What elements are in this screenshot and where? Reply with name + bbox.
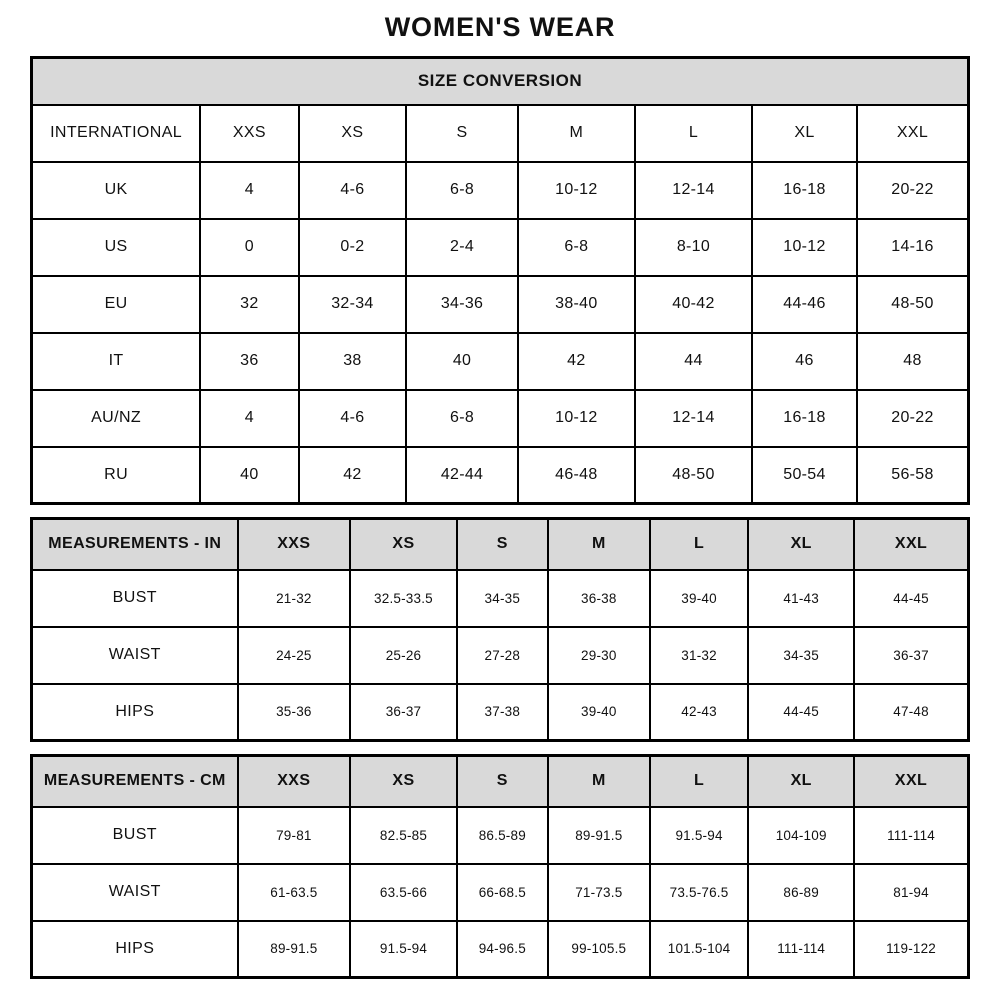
size-value-cell: 99-105.5	[548, 921, 650, 978]
size-value-cell: 71-73.5	[548, 864, 650, 921]
size-conversion-header-row	[32, 58, 969, 105]
table-row	[32, 684, 969, 741]
size-value-cell: 31-32	[650, 627, 748, 684]
size-value-cell: 42-44	[406, 447, 518, 504]
size-value-cell: 34-36	[406, 276, 518, 333]
size-value-cell: 38-40	[518, 276, 635, 333]
measurements-cm-table	[30, 754, 970, 979]
measurements-in-table	[30, 517, 970, 742]
section-title: MEASUREMENTS - IN	[32, 519, 238, 570]
table-row	[32, 864, 969, 921]
size-value-cell: 79-81	[238, 807, 350, 864]
size-column-header: XL	[748, 519, 854, 570]
size-value-cell: XXL	[857, 105, 969, 162]
size-value-cell: 12-14	[635, 162, 752, 219]
row-label: US	[32, 219, 201, 276]
size-value-cell: 111-114	[748, 921, 854, 978]
size-value-cell: 63.5-66	[350, 864, 457, 921]
row-label: BUST	[32, 570, 238, 627]
size-value-cell: 48	[857, 333, 969, 390]
size-value-cell: XL	[752, 105, 857, 162]
size-value-cell: 42-43	[650, 684, 748, 741]
page-title: WOMEN'S WEAR	[384, 12, 616, 42]
size-column-header: XXL	[854, 756, 968, 807]
size-value-cell: 81-94	[854, 864, 968, 921]
size-value-cell: S	[406, 105, 518, 162]
size-column-header: S	[457, 519, 548, 570]
size-value-cell: 119-122	[854, 921, 968, 978]
row-label: EU	[32, 276, 201, 333]
table-row	[32, 390, 969, 447]
size-value-cell: 27-28	[457, 627, 548, 684]
size-column-header: S	[457, 756, 548, 807]
size-column-header: M	[548, 756, 650, 807]
measurements-in-header-row	[32, 519, 969, 570]
table-row	[32, 162, 969, 219]
size-value-cell: 44-45	[748, 684, 854, 741]
size-value-cell: 36	[200, 333, 298, 390]
size-value-cell: 20-22	[857, 162, 969, 219]
size-value-cell: 89-91.5	[238, 921, 350, 978]
size-value-cell: 40	[406, 333, 518, 390]
row-label: AU/NZ	[32, 390, 201, 447]
size-value-cell: 6-8	[406, 390, 518, 447]
size-value-cell: L	[635, 105, 752, 162]
size-value-cell: 10-12	[752, 219, 857, 276]
size-value-cell: 24-25	[238, 627, 350, 684]
size-column-header: M	[548, 519, 650, 570]
size-value-cell: 44-45	[854, 570, 968, 627]
size-value-cell: 56-58	[857, 447, 969, 504]
size-value-cell: 4-6	[299, 162, 407, 219]
size-value-cell: 6-8	[518, 219, 635, 276]
size-value-cell: 0	[200, 219, 298, 276]
size-value-cell: 12-14	[635, 390, 752, 447]
size-value-cell: 73.5-76.5	[650, 864, 748, 921]
size-value-cell: 40-42	[635, 276, 752, 333]
size-value-cell: 89-91.5	[548, 807, 650, 864]
size-value-cell: 91.5-94	[350, 921, 457, 978]
size-conversion-table	[30, 56, 970, 505]
row-label: INTERNATIONAL	[32, 105, 201, 162]
size-value-cell: 47-48	[854, 684, 968, 741]
size-column-header: L	[650, 756, 748, 807]
size-value-cell: 16-18	[752, 162, 857, 219]
size-value-cell: 8-10	[635, 219, 752, 276]
size-value-cell: 86-89	[748, 864, 854, 921]
size-value-cell: 46	[752, 333, 857, 390]
size-value-cell: 36-37	[350, 684, 457, 741]
size-value-cell: 38	[299, 333, 407, 390]
size-value-cell: 66-68.5	[457, 864, 548, 921]
size-value-cell: 48-50	[635, 447, 752, 504]
size-value-cell: 36-38	[548, 570, 650, 627]
size-value-cell: 35-36	[238, 684, 350, 741]
size-value-cell: 10-12	[518, 390, 635, 447]
size-value-cell: XXS	[200, 105, 298, 162]
size-value-cell: 94-96.5	[457, 921, 548, 978]
row-label: HIPS	[32, 684, 238, 741]
size-column-header: XS	[350, 519, 457, 570]
size-value-cell: 48-50	[857, 276, 969, 333]
size-value-cell: 61-63.5	[238, 864, 350, 921]
size-value-cell: 39-40	[548, 684, 650, 741]
size-value-cell: 34-35	[748, 627, 854, 684]
size-value-cell: 2-4	[406, 219, 518, 276]
section-title: MEASUREMENTS - CM	[32, 756, 238, 807]
measurements-cm-header-row	[32, 756, 969, 807]
size-value-cell: 20-22	[857, 390, 969, 447]
size-value-cell: 42	[299, 447, 407, 504]
size-value-cell: 111-114	[854, 807, 968, 864]
size-value-cell: 40	[200, 447, 298, 504]
size-value-cell: 101.5-104	[650, 921, 748, 978]
size-value-cell: 32	[200, 276, 298, 333]
size-value-cell: 16-18	[752, 390, 857, 447]
size-value-cell: 4	[200, 390, 298, 447]
table-row	[32, 276, 969, 333]
size-value-cell: 25-26	[350, 627, 457, 684]
size-column-header: XXL	[854, 519, 968, 570]
row-label: WAIST	[32, 864, 238, 921]
size-value-cell: 104-109	[748, 807, 854, 864]
size-value-cell: 86.5-89	[457, 807, 548, 864]
row-label: UK	[32, 162, 201, 219]
size-value-cell: 6-8	[406, 162, 518, 219]
table-row	[32, 627, 969, 684]
size-value-cell: 32.5-33.5	[350, 570, 457, 627]
size-value-cell: 4	[200, 162, 298, 219]
size-column-header: XXS	[238, 519, 350, 570]
row-label: RU	[32, 447, 201, 504]
table-row	[32, 219, 969, 276]
size-column-header: XXS	[238, 756, 350, 807]
size-value-cell: 0-2	[299, 219, 407, 276]
size-column-header: XS	[350, 756, 457, 807]
size-value-cell: 29-30	[548, 627, 650, 684]
table-row	[32, 807, 969, 864]
size-value-cell: 14-16	[857, 219, 969, 276]
row-label: WAIST	[32, 627, 238, 684]
size-column-header: XL	[748, 756, 854, 807]
size-conversion-title: SIZE CONVERSION	[32, 58, 969, 105]
size-value-cell: 44	[635, 333, 752, 390]
row-label: HIPS	[32, 921, 238, 978]
size-value-cell: 37-38	[457, 684, 548, 741]
size-value-cell: 41-43	[748, 570, 854, 627]
size-value-cell: 91.5-94	[650, 807, 748, 864]
size-value-cell: M	[518, 105, 635, 162]
size-value-cell: 10-12	[518, 162, 635, 219]
table-row	[32, 447, 969, 504]
table-row	[32, 570, 969, 627]
size-value-cell: 82.5-85	[350, 807, 457, 864]
row-label: BUST	[32, 807, 238, 864]
size-column-header: L	[650, 519, 748, 570]
size-value-cell: 39-40	[650, 570, 748, 627]
size-value-cell: XS	[299, 105, 407, 162]
row-label: IT	[32, 333, 201, 390]
size-value-cell: 32-34	[299, 276, 407, 333]
size-value-cell: 50-54	[752, 447, 857, 504]
size-value-cell: 46-48	[518, 447, 635, 504]
table-row	[32, 105, 969, 162]
size-value-cell: 42	[518, 333, 635, 390]
size-value-cell: 44-46	[752, 276, 857, 333]
table-row	[32, 921, 969, 978]
table-row	[32, 333, 969, 390]
size-value-cell: 4-6	[299, 390, 407, 447]
size-value-cell: 36-37	[854, 627, 968, 684]
size-value-cell: 34-35	[457, 570, 548, 627]
size-value-cell: 21-32	[238, 570, 350, 627]
